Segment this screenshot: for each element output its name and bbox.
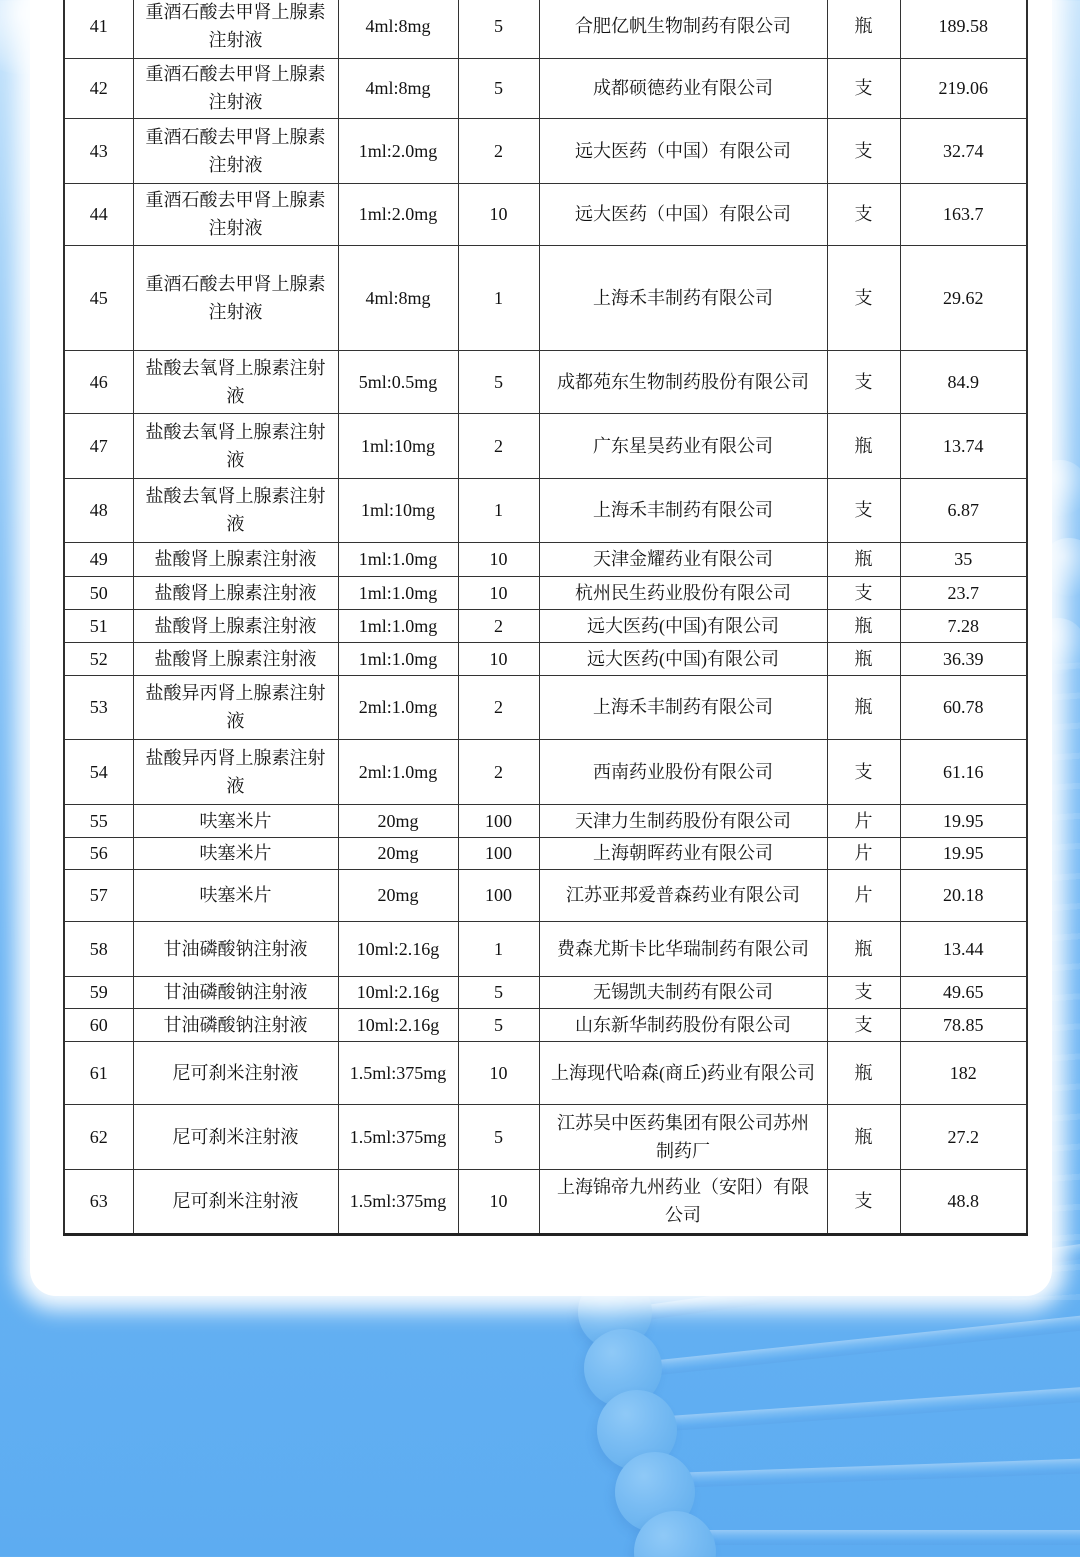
cell-seq: 59 xyxy=(64,976,133,1008)
cell-price: 35 xyxy=(900,542,1027,576)
cell-unit: 片 xyxy=(827,837,900,869)
cell-manufacturer: 远大医药（中国）有限公司 xyxy=(539,183,827,245)
cell-name: 甘油磷酸钠注射液 xyxy=(133,1008,338,1041)
cell-qty: 2 xyxy=(458,739,539,804)
cell-qty: 2 xyxy=(458,609,539,642)
cell-seq: 61 xyxy=(64,1041,133,1104)
cell-name: 重酒石酸去甲肾上腺素注射液 xyxy=(133,183,338,245)
table-row xyxy=(64,183,1027,245)
cell-manufacturer: 合肥亿帆生物制药有限公司 xyxy=(539,0,827,58)
cell-manufacturer: 上海锦帝九州药业（安阳）有限公司 xyxy=(539,1169,827,1234)
cell-name: 尼可刹米注射液 xyxy=(133,1104,338,1169)
cell-seq: 52 xyxy=(64,642,133,675)
cell-spec: 1ml:10mg xyxy=(338,413,458,478)
cell-name: 重酒石酸去甲肾上腺素注射液 xyxy=(133,58,338,118)
cell-qty: 10 xyxy=(458,183,539,245)
table-row xyxy=(64,478,1027,542)
cell-seq: 57 xyxy=(64,869,133,921)
cell-name: 盐酸异丙肾上腺素注射液 xyxy=(133,739,338,804)
cell-manufacturer: 江苏亚邦爱普森药业有限公司 xyxy=(539,869,827,921)
cell-name: 盐酸异丙肾上腺素注射液 xyxy=(133,675,338,739)
cell-name: 盐酸去氧肾上腺素注射液 xyxy=(133,413,338,478)
cell-manufacturer: 远大医药（中国）有限公司 xyxy=(539,118,827,183)
cell-price: 6.87 xyxy=(900,478,1027,542)
cell-name: 重酒石酸去甲肾上腺素注射液 xyxy=(133,118,338,183)
dna-bead xyxy=(634,1511,716,1557)
cell-name: 呋塞米片 xyxy=(133,837,338,869)
dna-helix-decoration xyxy=(520,1290,1080,1557)
cell-qty: 10 xyxy=(458,576,539,609)
cell-unit: 支 xyxy=(827,118,900,183)
cell-price: 182 xyxy=(900,1041,1027,1104)
cell-qty: 1 xyxy=(458,921,539,976)
cell-seq: 62 xyxy=(64,1104,133,1169)
dna-rod xyxy=(640,1457,1080,1489)
cell-name: 盐酸肾上腺素注射液 xyxy=(133,642,338,675)
cell-price: 13.44 xyxy=(900,921,1027,976)
cell-manufacturer: 上海禾丰制药有限公司 xyxy=(539,675,827,739)
cell-name: 甘油磷酸钠注射液 xyxy=(133,921,338,976)
cell-spec: 1.5ml:375mg xyxy=(338,1169,458,1234)
dna-rod xyxy=(640,1530,1080,1545)
cell-manufacturer: 上海朝晖药业有限公司 xyxy=(539,837,827,869)
cell-manufacturer: 天津金耀药业有限公司 xyxy=(539,542,827,576)
cell-unit: 瓶 xyxy=(827,0,900,58)
price-table-body xyxy=(64,0,1027,1234)
cell-seq: 48 xyxy=(64,478,133,542)
cell-unit: 支 xyxy=(827,576,900,609)
cell-unit: 支 xyxy=(827,58,900,118)
table-row xyxy=(64,609,1027,642)
cell-spec: 1ml:1.0mg xyxy=(338,576,458,609)
table-row xyxy=(64,921,1027,976)
cell-spec: 1.5ml:375mg xyxy=(338,1041,458,1104)
cell-seq: 41 xyxy=(64,0,133,58)
cell-unit: 支 xyxy=(827,350,900,413)
cell-spec: 1ml:1.0mg xyxy=(338,542,458,576)
cell-name: 甘油磷酸钠注射液 xyxy=(133,976,338,1008)
cell-price: 78.85 xyxy=(900,1008,1027,1041)
cell-seq: 53 xyxy=(64,675,133,739)
table-row xyxy=(64,576,1027,609)
table-row xyxy=(64,869,1027,921)
cell-name: 盐酸去氧肾上腺素注射液 xyxy=(133,478,338,542)
cell-unit: 支 xyxy=(827,478,900,542)
cell-seq: 43 xyxy=(64,118,133,183)
cell-qty: 5 xyxy=(458,1104,539,1169)
cell-qty: 100 xyxy=(458,804,539,837)
cell-qty: 1 xyxy=(458,478,539,542)
cell-name: 盐酸肾上腺素注射液 xyxy=(133,609,338,642)
content-card xyxy=(30,0,1052,1296)
cell-seq: 51 xyxy=(64,609,133,642)
cell-name: 呋塞米片 xyxy=(133,804,338,837)
table-row xyxy=(64,1104,1027,1169)
cell-qty: 100 xyxy=(458,837,539,869)
cell-spec: 4ml:8mg xyxy=(338,58,458,118)
cell-price: 32.74 xyxy=(900,118,1027,183)
cell-spec: 4ml:8mg xyxy=(338,245,458,350)
cell-qty: 10 xyxy=(458,1041,539,1104)
cell-name: 尼可刹米注射液 xyxy=(133,1041,338,1104)
cell-spec: 1.5ml:375mg xyxy=(338,1104,458,1169)
table-row xyxy=(64,1008,1027,1041)
cell-spec: 10ml:2.16g xyxy=(338,1008,458,1041)
cell-price: 19.95 xyxy=(900,804,1027,837)
cell-price: 7.28 xyxy=(900,609,1027,642)
cell-seq: 63 xyxy=(64,1169,133,1234)
cell-name: 盐酸肾上腺素注射液 xyxy=(133,576,338,609)
cell-price: 27.2 xyxy=(900,1104,1027,1169)
cell-unit: 瓶 xyxy=(827,1104,900,1169)
cell-name: 盐酸去氧肾上腺素注射液 xyxy=(133,350,338,413)
table-row xyxy=(64,413,1027,478)
cell-seq: 45 xyxy=(64,245,133,350)
drug-price-table xyxy=(63,0,1028,1236)
cell-spec: 20mg xyxy=(338,804,458,837)
cell-seq: 58 xyxy=(64,921,133,976)
cell-unit: 片 xyxy=(827,869,900,921)
cell-seq: 46 xyxy=(64,350,133,413)
dna-rod xyxy=(639,1383,1080,1433)
cell-seq: 60 xyxy=(64,1008,133,1041)
cell-qty: 10 xyxy=(458,642,539,675)
cell-name: 尼可刹米注射液 xyxy=(133,1169,338,1234)
cell-unit: 片 xyxy=(827,804,900,837)
cell-qty: 1 xyxy=(458,245,539,350)
cell-spec: 20mg xyxy=(338,869,458,921)
cell-manufacturer: 成都硕德药业有限公司 xyxy=(539,58,827,118)
cell-name: 呋塞米片 xyxy=(133,869,338,921)
cell-unit: 支 xyxy=(827,245,900,350)
cell-manufacturer: 西南药业股份有限公司 xyxy=(539,739,827,804)
cell-seq: 42 xyxy=(64,58,133,118)
cell-unit: 支 xyxy=(827,183,900,245)
cell-unit: 瓶 xyxy=(827,642,900,675)
cell-name: 重酒石酸去甲肾上腺素注射液 xyxy=(133,245,338,350)
cell-spec: 1ml:2.0mg xyxy=(338,118,458,183)
cell-spec: 1ml:1.0mg xyxy=(338,642,458,675)
table-row xyxy=(64,58,1027,118)
cell-manufacturer: 上海现代哈森(商丘)药业有限公司 xyxy=(539,1041,827,1104)
cell-seq: 44 xyxy=(64,183,133,245)
table-row xyxy=(64,1169,1027,1234)
cell-price: 29.62 xyxy=(900,245,1027,350)
cell-qty: 5 xyxy=(458,976,539,1008)
cell-price: 49.65 xyxy=(900,976,1027,1008)
cell-spec: 1ml:1.0mg xyxy=(338,609,458,642)
table-row xyxy=(64,642,1027,675)
cell-unit: 瓶 xyxy=(827,609,900,642)
cell-price: 48.8 xyxy=(900,1169,1027,1234)
table-row xyxy=(64,1041,1027,1104)
cell-manufacturer: 远大医药(中国)有限公司 xyxy=(539,642,827,675)
cell-qty: 5 xyxy=(458,1008,539,1041)
cell-price: 60.78 xyxy=(900,675,1027,739)
cell-qty: 5 xyxy=(458,0,539,58)
cell-spec: 2ml:1.0mg xyxy=(338,739,458,804)
cell-price: 19.95 xyxy=(900,837,1027,869)
table-row xyxy=(64,675,1027,739)
cell-spec: 5ml:0.5mg xyxy=(338,350,458,413)
cell-qty: 100 xyxy=(458,869,539,921)
cell-seq: 55 xyxy=(64,804,133,837)
cell-spec: 20mg xyxy=(338,837,458,869)
cell-manufacturer: 天津力生制药股份有限公司 xyxy=(539,804,827,837)
table-row xyxy=(64,0,1027,58)
dna-rod xyxy=(639,1310,1080,1377)
table-row xyxy=(64,804,1027,837)
table-row xyxy=(64,245,1027,350)
cell-manufacturer: 远大医药(中国)有限公司 xyxy=(539,609,827,642)
table-row xyxy=(64,118,1027,183)
cell-qty: 5 xyxy=(458,350,539,413)
cell-spec: 1ml:10mg xyxy=(338,478,458,542)
cell-spec: 2ml:1.0mg xyxy=(338,675,458,739)
cell-unit: 支 xyxy=(827,739,900,804)
cell-unit: 瓶 xyxy=(827,921,900,976)
cell-unit: 瓶 xyxy=(827,413,900,478)
cell-qty: 10 xyxy=(458,542,539,576)
cell-seq: 50 xyxy=(64,576,133,609)
cell-price: 13.74 xyxy=(900,413,1027,478)
cell-manufacturer: 山东新华制药股份有限公司 xyxy=(539,1008,827,1041)
cell-price: 163.7 xyxy=(900,183,1027,245)
cell-price: 189.58 xyxy=(900,0,1027,58)
cell-price: 84.9 xyxy=(900,350,1027,413)
cell-qty: 5 xyxy=(458,58,539,118)
cell-manufacturer: 江苏吴中医药集团有限公司苏州制药厂 xyxy=(539,1104,827,1169)
cell-manufacturer: 成都苑东生物制药股份有限公司 xyxy=(539,350,827,413)
cell-manufacturer: 广东星昊药业有限公司 xyxy=(539,413,827,478)
cell-unit: 瓶 xyxy=(827,675,900,739)
cell-price: 219.06 xyxy=(900,58,1027,118)
cell-unit: 瓶 xyxy=(827,1041,900,1104)
cell-manufacturer: 费森尤斯卡比华瑞制药有限公司 xyxy=(539,921,827,976)
cell-manufacturer: 无锡凯夫制药有限公司 xyxy=(539,976,827,1008)
cell-spec: 4ml:8mg xyxy=(338,0,458,58)
cell-name: 盐酸肾上腺素注射液 xyxy=(133,542,338,576)
cell-name: 重酒石酸去甲肾上腺素注射液 xyxy=(133,0,338,58)
cell-unit: 瓶 xyxy=(827,542,900,576)
cell-unit: 支 xyxy=(827,1169,900,1234)
table-row xyxy=(64,739,1027,804)
cell-spec: 1ml:2.0mg xyxy=(338,183,458,245)
cell-spec: 10ml:2.16g xyxy=(338,976,458,1008)
cell-seq: 56 xyxy=(64,837,133,869)
dna-bead xyxy=(597,1390,677,1470)
dna-bead xyxy=(615,1452,695,1532)
cell-spec: 10ml:2.16g xyxy=(338,921,458,976)
cell-manufacturer: 杭州民生药业股份有限公司 xyxy=(539,576,827,609)
cell-price: 61.16 xyxy=(900,739,1027,804)
cell-price: 23.7 xyxy=(900,576,1027,609)
cell-seq: 54 xyxy=(64,739,133,804)
cell-qty: 10 xyxy=(458,1169,539,1234)
table-row xyxy=(64,837,1027,869)
cell-manufacturer: 上海禾丰制药有限公司 xyxy=(539,245,827,350)
cell-qty: 2 xyxy=(458,118,539,183)
cell-seq: 47 xyxy=(64,413,133,478)
cell-price: 36.39 xyxy=(900,642,1027,675)
cell-qty: 2 xyxy=(458,675,539,739)
cell-price: 20.18 xyxy=(900,869,1027,921)
cell-qty: 2 xyxy=(458,413,539,478)
cell-manufacturer: 上海禾丰制药有限公司 xyxy=(539,478,827,542)
table-row xyxy=(64,542,1027,576)
cell-seq: 49 xyxy=(64,542,133,576)
table-row xyxy=(64,976,1027,1008)
dna-bead xyxy=(584,1329,662,1407)
cell-unit: 支 xyxy=(827,1008,900,1041)
table-row xyxy=(64,350,1027,413)
cell-unit: 支 xyxy=(827,976,900,1008)
